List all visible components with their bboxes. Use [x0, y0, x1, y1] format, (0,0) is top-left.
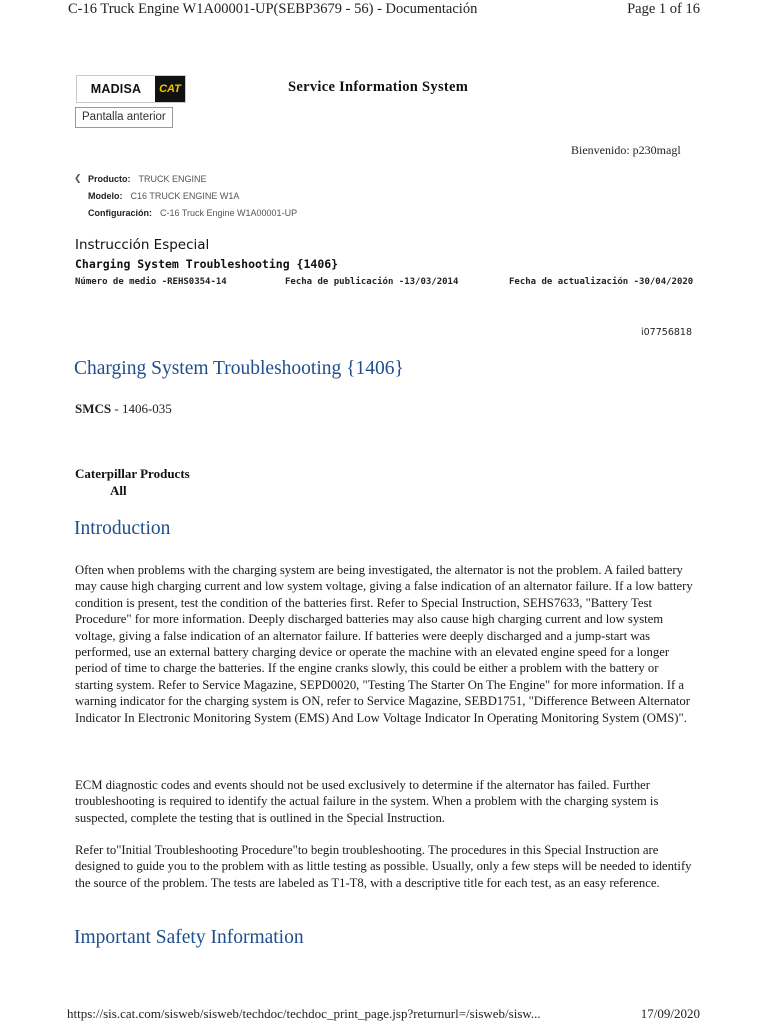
products-value: All	[110, 483, 127, 498]
print-footer-date: 17/09/2020	[640, 1006, 700, 1021]
configuration-row	[88, 208, 297, 218]
madisa-logo-text: MADISA	[90, 82, 142, 96]
configuration-value: C-16 Truck Engine W1A00001-UP	[160, 208, 298, 218]
intro-paragraph-3: Refer to"Initial Troubleshooting Procedure"to begin troubleshooting. The procedures in this Special Instruction are designed to guide you to the problem with as little testing as possible. Usually, only a few steps will be needed to identify the source of the problem. The tests are labeled as T1-T8, with a descriptive title for each test, as an easy reference.	[75, 843, 692, 890]
update-date: Fecha de actualización -30/04/2020	[509, 277, 694, 287]
smcs-value: - 1406-035	[111, 401, 172, 416]
publication-date: Fecha de publicación -13/03/2014	[285, 277, 459, 287]
document-id: i07756818	[641, 327, 692, 338]
content-title: Charging System Troubleshooting {1406}	[74, 358, 404, 379]
smcs-label: SMCS	[75, 401, 112, 416]
cat-logo-icon: CAT	[155, 76, 185, 102]
product-value: TRUCK ENGINE	[138, 174, 207, 184]
print-footer-url: https://sis.cat.com/sisweb/sisweb/techdoc/techdoc_print_page.jsp?returnurl=/sisweb/sisw...	[67, 1006, 541, 1021]
configuration-label: Configuración:	[88, 208, 152, 218]
welcome-user: Bienvenido: p230magl	[571, 143, 681, 157]
print-header-page-number: Page 1 of 16	[627, 1, 700, 17]
document-type: Instrucción Especial	[75, 237, 210, 253]
safety-heading: Important Safety Information	[74, 927, 304, 948]
model-row	[88, 191, 239, 201]
back-button[interactable]: Pantalla anterior	[75, 107, 173, 128]
chevron-left-icon[interactable]: ❮	[74, 174, 82, 184]
product-row	[88, 174, 207, 184]
introduction-heading: Introduction	[74, 518, 171, 539]
dealer-logo	[76, 75, 186, 103]
system-title: Service Information System	[288, 79, 469, 95]
document-subtitle: Charging System Troubleshooting {1406}	[75, 257, 339, 271]
print-header-title: C-16 Truck Engine W1A00001-UP(SEBP3679 - 56) - Documentación	[68, 1, 478, 17]
smcs-code	[75, 401, 172, 417]
product-label: Producto:	[88, 174, 131, 184]
intro-paragraph-1: Often when problems with the charging system are being investigated, the alternator is not the problem. A failed battery may cause high charging current and low system voltage, giving a false indication of an alternator failure. If a low battery condition is present, test the condition of the batteries first. Refer to Special Instruction, SEHS7633, "Battery Test Procedure" for more information. Deeply discharged batteries may also cause high charging current and low system voltage, giving a false indication of an alternator failure. If batteries were deeply discharged and a jump-start was performed, use an external battery charging device or operate the machine with an elevated engine speed for a longer period of time to charge the batteries. If the engine cranks slowly, this could be either a problem with the battery or starting system. Refer to Service Magazine, SEPD0020, "Testing The Starter On The Engine" for more information. If a warning indicator for the charging system is ON, refer to Service Magazine, SEBD1751, "Difference Between Alternator Indicator In Electronic Monitoring System (EMS) And Low Voltage Indicator In Operating Monitoring System (OMS)".	[75, 563, 693, 725]
products-label: Caterpillar Products	[75, 466, 190, 481]
intro-paragraph-2: ECM diagnostic codes and events should not be used exclusively to determine if the alternator has failed. Further troubleshooting is required to identify the actual failure in the system. When a problem with the charging system is suspected, complete the testing that is outlined in the Special Instruction.	[75, 778, 659, 825]
model-label: Modelo:	[88, 191, 123, 201]
model-value: C16 TRUCK ENGINE W1A	[130, 191, 240, 201]
media-number: Número de medio -REHS0354-14	[75, 277, 227, 287]
